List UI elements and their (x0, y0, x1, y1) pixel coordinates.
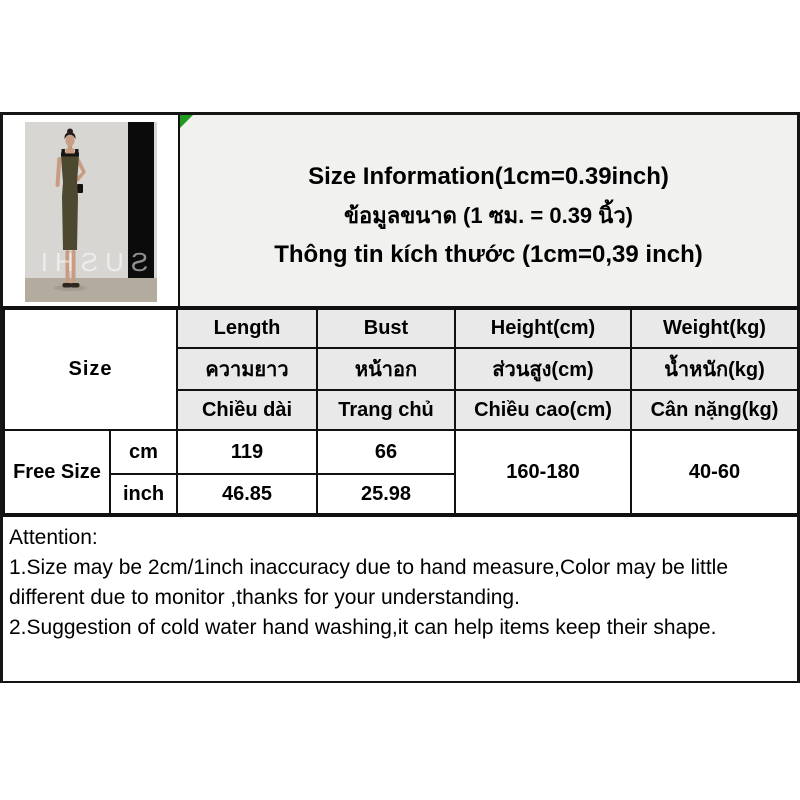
col-header-length-en: Length (177, 309, 317, 348)
col-header-length-vi: Chiều dài (177, 390, 317, 430)
col-header-weight-th: น้ำหนัก(kg) (631, 348, 798, 390)
weight-range-value: 40-60 (631, 430, 798, 514)
title-thai: ข้อมูลขนาด (1 ซม. = 0.39 นิ้ว) (343, 203, 633, 228)
title-cell (178, 115, 797, 306)
col-header-bust-vi: Trang chủ (317, 390, 455, 430)
title-english: Size Information(1cm=0.39inch) (308, 163, 669, 190)
col-header-height-vi: Chiều cao(cm) (455, 390, 631, 430)
col-header-height-en: Height(cm) (455, 309, 631, 348)
col-header-bust-th: หน้าอก (317, 348, 455, 390)
size-table (3, 308, 799, 515)
green-corner-marker-icon (180, 115, 193, 128)
bust-inch-value: 25.98 (317, 474, 455, 514)
col-header-weight-vi: Cân nặng(kg) (631, 390, 798, 430)
attention-heading: Attention: (9, 526, 98, 549)
header-band (3, 115, 797, 308)
model-illustration (25, 122, 157, 302)
attention-note-2: 2.Suggestion of cold water hand washing,it can help items keep their shape. (9, 616, 717, 639)
bust-cm-value: 66 (317, 430, 455, 474)
attention-note-1: 1.Size may be 2cm/1inch inaccuracy due to hand measure,Color may be little different due to monitor ,thanks for your understanding. (9, 556, 729, 609)
size-header-cell: Size (4, 309, 177, 430)
title-vietnamese: Thông tin kích thước (1cm=0,39 inch) (274, 241, 703, 268)
height-range-value: 160-180 (455, 430, 631, 514)
length-cm-value: 119 (177, 430, 317, 474)
col-header-length-th: ความยาว (177, 348, 317, 390)
unit-inch-cell: inch (110, 474, 177, 514)
col-header-bust-en: Bust (317, 309, 455, 348)
row-label-free-size: Free Size (4, 430, 110, 514)
col-header-height-th: ส่วนสูง(cm) (455, 348, 631, 390)
attention-section (3, 515, 797, 681)
length-inch-value: 46.85 (177, 474, 317, 514)
col-header-weight-en: Weight(kg) (631, 309, 798, 348)
photo-watermark: SUSHI (33, 247, 149, 277)
product-photo (25, 122, 157, 302)
product-photo-cell (3, 115, 178, 306)
unit-cm-cell: cm (110, 430, 177, 474)
size-info-card (0, 112, 800, 683)
